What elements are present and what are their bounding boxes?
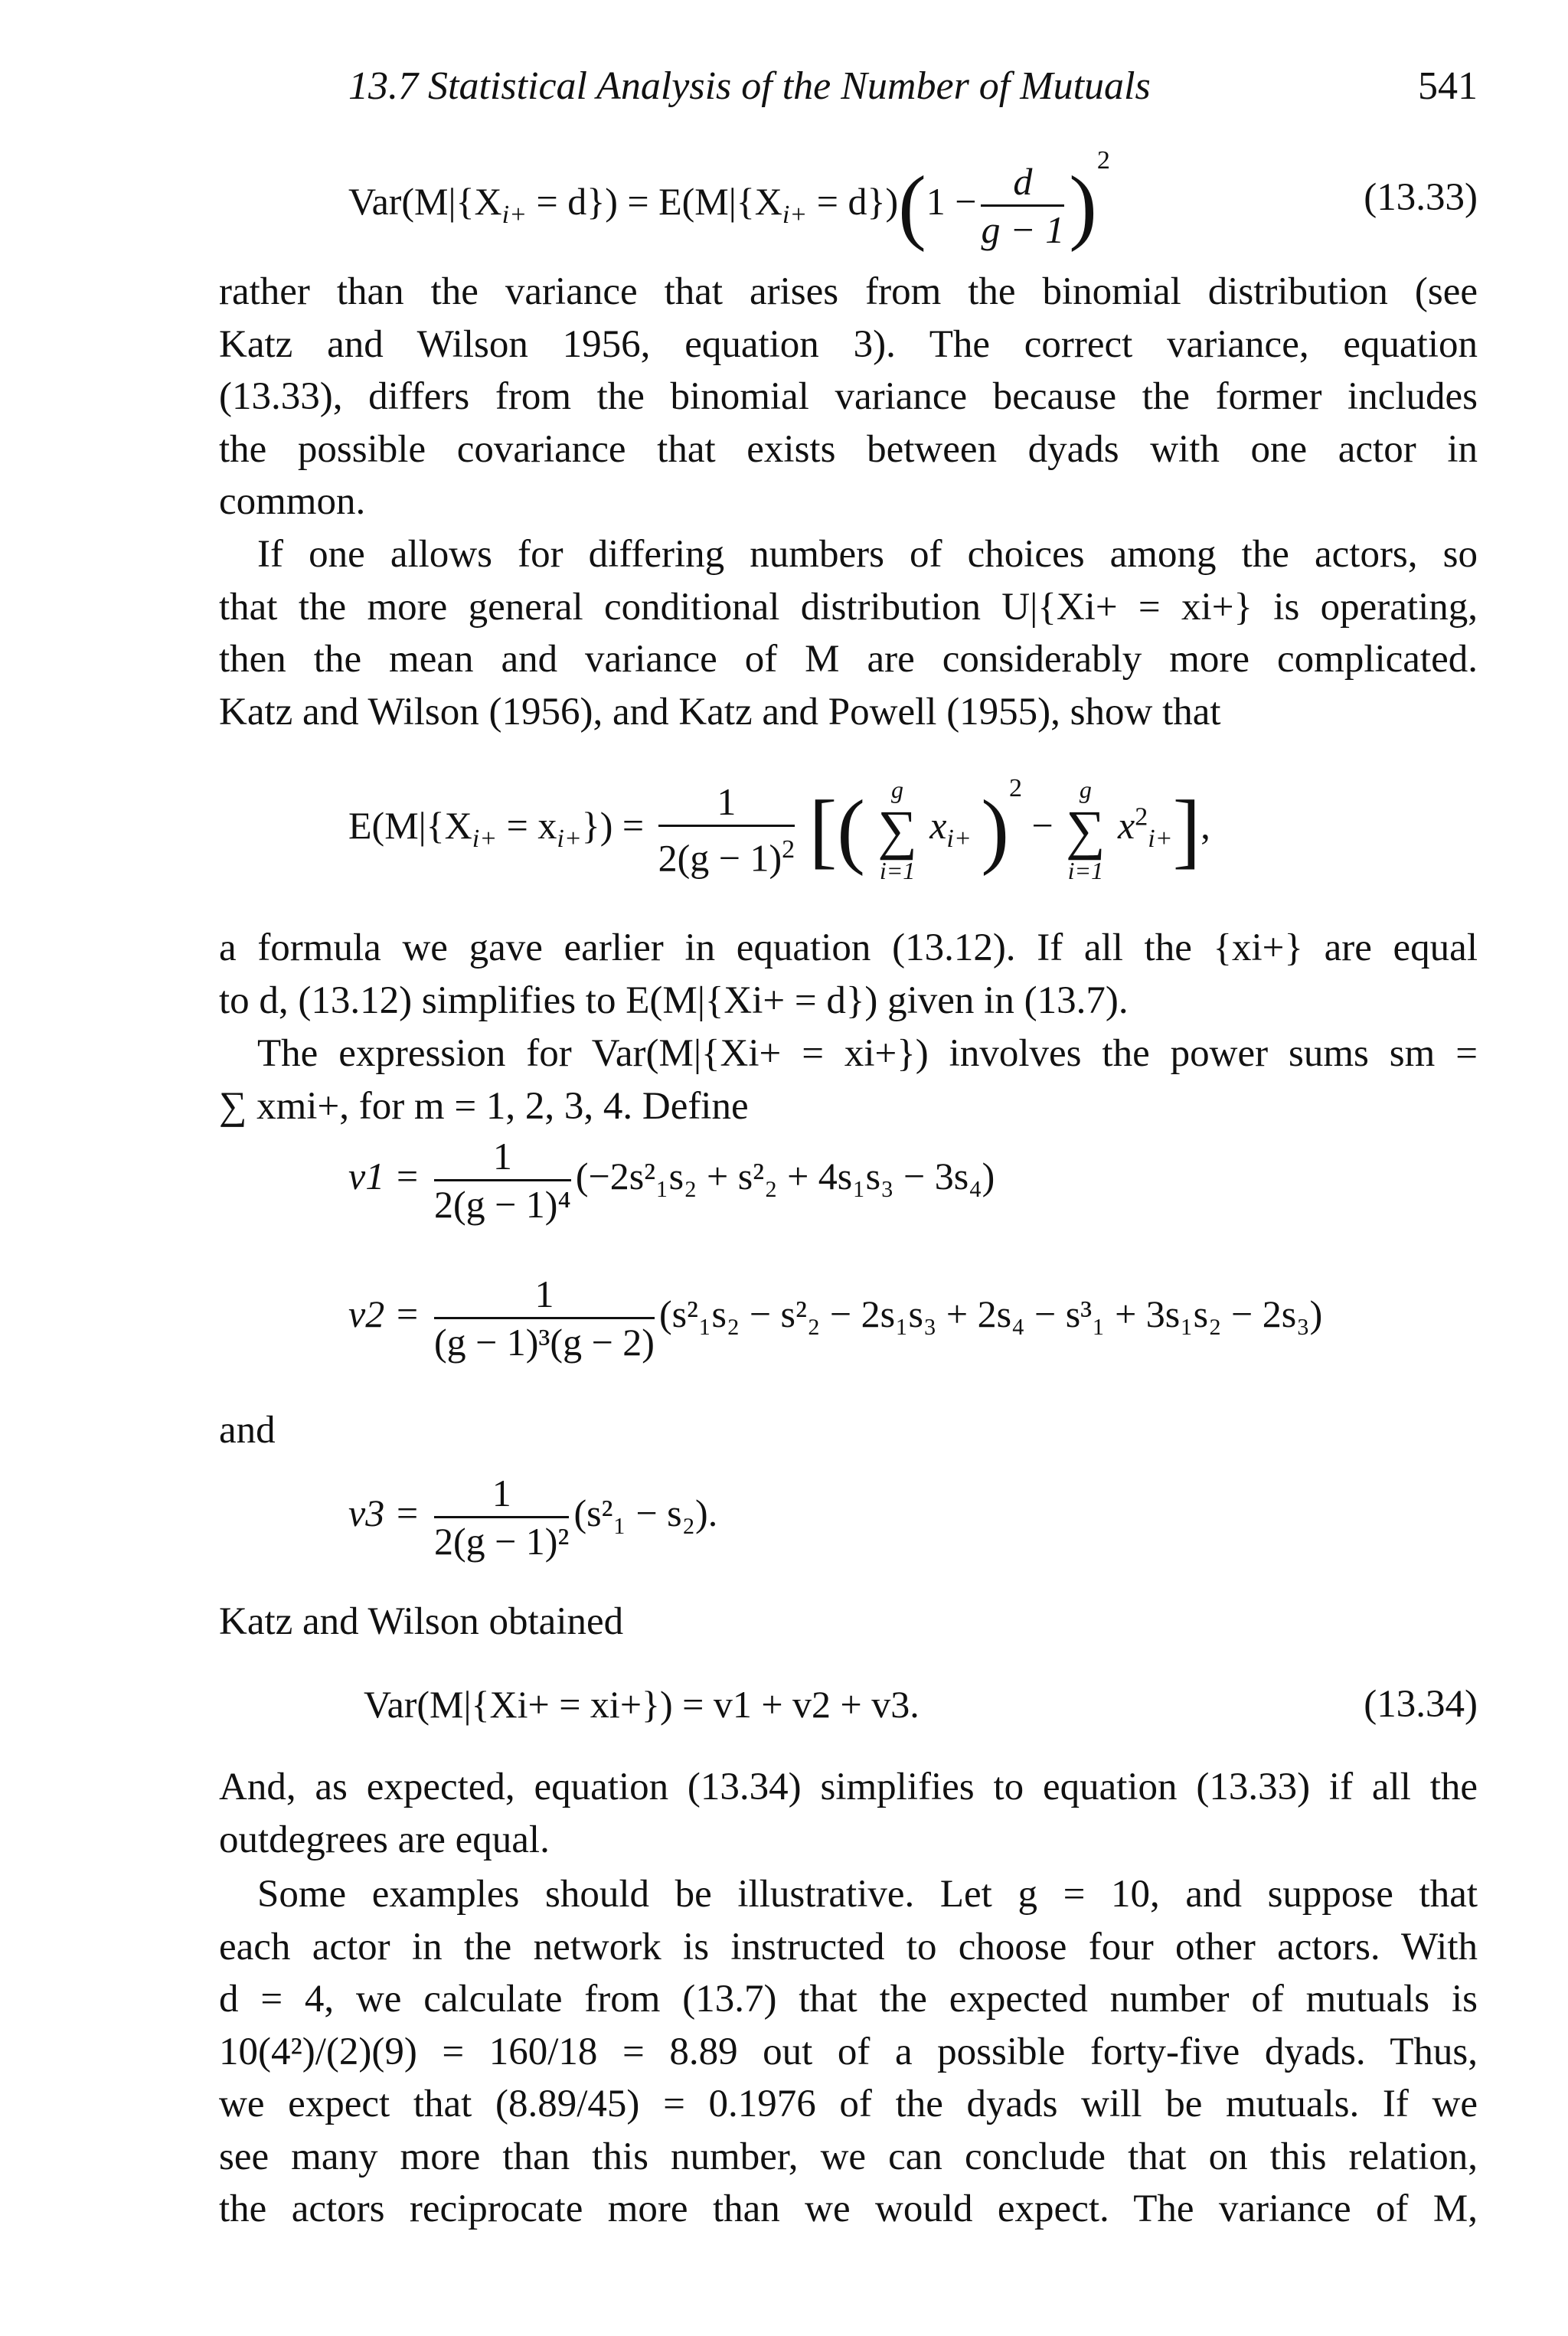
paragraph-formula-reference — [219, 922, 1478, 1027]
v1-frac-num: 1 — [434, 1133, 571, 1181]
eq-13-33-rhs-head: = d}) — [807, 180, 899, 223]
v3-body: (s²₁ − s₂). — [573, 1491, 718, 1534]
eq-mean-term1-sub: i+ — [946, 825, 972, 853]
text-line: a formula we gave earlier in equation (13.12). If all the {xi+} are equal — [219, 926, 1478, 969]
paragraph-simplifies — [219, 1761, 1478, 1866]
and-connector: and — [219, 1409, 276, 1452]
text-line: outdegrees are equal. — [219, 1818, 550, 1861]
eq-mean-lhs: E(M|{X — [348, 804, 472, 847]
sum-upper-limit: g — [1079, 775, 1092, 803]
text-line: 10(4²)/(2)(9) = 160/18 = 8.89 out of a possible forty-five dyads. Thus, — [219, 2030, 1478, 2073]
v2-lhs: v2 = — [348, 1292, 420, 1335]
eq-mean-term2-sup: 2 — [1135, 802, 1148, 831]
eq-mean-sub1: i+ — [472, 825, 498, 853]
eq-13-33-sub2: i+ — [782, 201, 808, 229]
eq-mean-frac-den-power: 2 — [782, 835, 795, 864]
summation-symbol: g ∑ i=1 — [877, 775, 917, 884]
paragraph-differing-choices — [219, 528, 1478, 738]
text-line: Katz and Wilson (1956), and Katz and Powell (1955), show that — [219, 690, 1221, 733]
eq-mean-equals: }) = — [581, 804, 645, 847]
eq-13-33-one-minus: 1 − — [926, 180, 977, 223]
eq-13-33-sub1: i+ — [501, 201, 528, 229]
eq-mean-close-paren: ) — [981, 782, 1009, 877]
running-header — [348, 60, 1478, 113]
text-line: then the mean and variance of M are considerably more complicated. — [219, 638, 1478, 681]
text-line: the possible covariance that exists between dyads with one actor in — [219, 427, 1478, 471]
summation-symbol: g ∑ i=1 — [1066, 775, 1106, 884]
eq-mean-sub2: i+ — [557, 825, 582, 853]
eq-13-33-middle: = d}) = E(M|{X — [527, 180, 782, 223]
text-line: to d, (13.12) simplifies to E(M|{Xi+ = d}) given in (13.7). — [219, 979, 1129, 1022]
equation-13-33 — [348, 138, 1110, 253]
v2-fraction — [434, 1271, 655, 1365]
text-line: The expression for Var(M|{Xi+ = xi+}) involves the power sums sm = — [257, 1032, 1478, 1075]
text-line: the actors reciprocate more than we would expect. The variance of M, — [219, 2187, 1478, 2230]
eq-mean-open-bracket: [( — [808, 782, 865, 877]
eq-13-33-lhs: Var(M|{X — [348, 180, 502, 223]
eq-mean-frac-num: 1 — [658, 779, 795, 827]
sum-lower-limit: i=1 — [879, 856, 916, 884]
v3-fraction — [434, 1470, 570, 1564]
sum-upper-limit: g — [891, 775, 904, 803]
text-line: rather than the variance that arises from the binomial distribution (see — [219, 270, 1478, 313]
text-line: we expect that (8.89/45) = 0.1976 of the dyads will be mutuals. If we — [219, 2083, 1478, 2125]
paragraph-power-sums — [219, 1028, 1478, 1132]
eq-mean-frac-den: 2(g − 1) — [658, 836, 782, 880]
text-line: ∑ xmi+, for m = 1, 2, 3, 4. Define — [219, 1084, 749, 1128]
v3-frac-num: 1 — [434, 1470, 570, 1518]
eq-13-33-frac-den: g − 1 — [981, 208, 1065, 252]
text-line: And, as expected, equation (13.34) simplifies to equation (13.33) if all the — [219, 1766, 1478, 1808]
eq-13-33-open-paren: ( — [898, 158, 926, 253]
eq-mean-term2: x — [1117, 804, 1135, 847]
eq-mean-comma: , — [1200, 804, 1210, 847]
eq-13-33-close-paren: ) — [1069, 158, 1097, 253]
v2-frac-num: 1 — [434, 1271, 655, 1319]
equation-label-13-34: (13.34) — [1364, 1683, 1478, 1726]
v2-body: (s²₁s₂ − s²₂ − 2s₁s₃ + 2s₄ − s³₁ + 3s₁s₂ − 2s₃) — [658, 1292, 1323, 1335]
eq-mean-term2-sub: i+ — [1148, 825, 1173, 853]
v1-body: (−2s²₁s₂ + s²₂ + 4s₁s₃ − 3s₄) — [575, 1154, 995, 1197]
eq-mean-minus: − — [1031, 804, 1054, 847]
v3-lhs: v3 = — [348, 1491, 420, 1534]
v3-frac-den: 2(g − 1)² — [433, 1520, 570, 1563]
equation-v3 — [348, 1470, 717, 1564]
equation-label-13-33: (13.33) — [1364, 176, 1478, 219]
page-number: 541 — [1418, 64, 1478, 108]
text-line: common. — [219, 480, 366, 523]
text-line: If one allows for differing numbers of choices among the actors, so — [257, 533, 1478, 576]
paragraph-variance-note — [219, 266, 1478, 528]
running-title: 13.7 Statistical Analysis of the Number of Mutuals — [348, 64, 1151, 108]
paragraph-examples — [219, 1868, 1478, 2236]
equation-13-34: Var(M|{Xi+ = xi+}) = v1 + v2 + v3. — [364, 1683, 920, 1726]
eq-13-33-fraction — [981, 158, 1064, 253]
eq-mean-mid: = x — [497, 804, 557, 847]
v1-lhs: v1 = — [348, 1154, 420, 1197]
text-line: see many more than this number, we can conclude that on this relation, — [219, 2135, 1478, 2178]
eq-13-33-frac-num: d — [981, 158, 1064, 207]
v2-frac-den: (g − 1)³(g − 2) — [433, 1321, 655, 1364]
eq-mean-power: 2 — [1008, 774, 1022, 802]
sum-lower-limit: i=1 — [1067, 856, 1104, 884]
eq-mean-close-bracket: ] — [1172, 782, 1201, 877]
text-line: d = 4, we calculate from (13.7) that the expected number of mutuals is — [219, 1978, 1478, 2021]
equation-expected-mutuals — [348, 766, 1210, 884]
eq-13-33-power: 2 — [1096, 146, 1110, 175]
text-line: that the more general conditional distribution U|{Xi+ = xi+} is operating, — [219, 585, 1478, 629]
v1-frac-den: 2(g − 1)⁴ — [433, 1183, 571, 1226]
text-line: each actor in the network is instructed to choose four other actors. With — [219, 1925, 1478, 1968]
v1-fraction — [434, 1133, 571, 1227]
equation-v2 — [348, 1271, 1322, 1365]
text-line: (13.33), differs from the binomial variance because the former includes — [219, 375, 1478, 418]
text-line: Katz and Wilson 1956, equation 3). The correct variance, equation — [219, 322, 1478, 366]
equation-v1 — [348, 1133, 995, 1227]
eq-mean-term1: x — [929, 804, 947, 847]
text-line: Some examples should be illustrative. Let g = 10, and suppose that — [257, 1873, 1478, 1916]
eq-mean-fraction — [658, 779, 795, 881]
katz-wilson-obtained: Katz and Wilson obtained — [219, 1600, 624, 1643]
